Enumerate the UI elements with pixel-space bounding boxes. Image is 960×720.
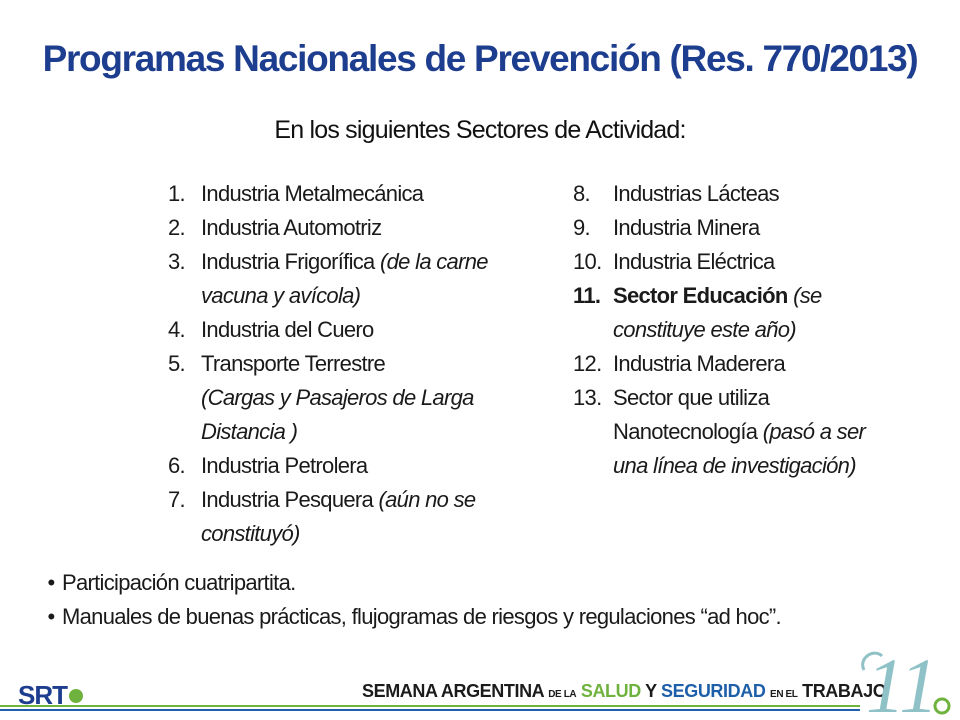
bullet-item	[40, 600, 940, 634]
page-title: Programas Nacionales de Prevención (Res. 770/2013)	[42, 38, 918, 79]
footer-divider-green	[0, 705, 860, 707]
list-item	[573, 245, 893, 279]
footer-banner	[362, 681, 886, 702]
list-item	[168, 483, 498, 551]
item-label: Sector que utiliza Nanotecnología	[613, 385, 770, 444]
item-label: Industria Eléctrica	[613, 249, 775, 274]
list-item	[168, 347, 498, 449]
item-number: 9.	[573, 215, 590, 240]
bullet-icon: •	[47, 570, 55, 595]
item-number: 11.	[573, 283, 601, 308]
left-sector-list	[168, 177, 498, 551]
item-label: Transporte Terrestre	[201, 351, 386, 376]
item-number: 13.	[573, 385, 602, 410]
list-item	[168, 245, 498, 313]
item-number: 1.	[168, 181, 185, 206]
item-number: 10.	[573, 249, 602, 274]
item-label: Industria del Cuero	[201, 317, 374, 342]
right-sector-list	[573, 177, 893, 483]
item-number: 6.	[168, 453, 185, 478]
edition-11-emblem	[858, 640, 958, 720]
list-item	[573, 381, 893, 483]
bullet-icon: •	[47, 604, 55, 629]
item-label: Industria Maderera	[613, 351, 786, 376]
item-label: Industria Pesquera	[201, 487, 374, 512]
bullet-item	[40, 566, 940, 600]
item-number: 12.	[573, 351, 602, 376]
list-item	[168, 177, 498, 211]
banner-word: SEGURIDAD	[661, 681, 766, 701]
item-label: Industria Metalmecánica	[201, 181, 424, 206]
item-label: Industrias Lácteas	[613, 181, 779, 206]
item-note: (aún no se constituyó)	[201, 487, 476, 546]
srt-logo	[18, 680, 83, 711]
item-number: 2.	[168, 215, 185, 240]
logo-mark-icon	[69, 689, 83, 703]
item-label: Industria Minera	[613, 215, 760, 240]
list-item	[573, 347, 893, 381]
item-number: 8.	[573, 181, 590, 206]
item-number: 7.	[168, 487, 185, 512]
footer-divider-blue	[0, 709, 860, 711]
bullet-list	[40, 566, 940, 634]
banner-word: SEMANA ARGENTINA	[362, 681, 544, 701]
item-note: (de la carne vacuna y avícola)	[201, 249, 488, 308]
banner-word: Y	[645, 681, 657, 701]
item-label: Industria Automotriz	[201, 215, 382, 240]
item-number: 5.	[168, 351, 185, 376]
list-item	[573, 211, 893, 245]
item-note: (se constituye este año)	[613, 283, 822, 342]
bullet-text: Participación cuatripartita.	[62, 570, 296, 595]
list-item	[168, 449, 498, 483]
item-note: (Cargas y Pasajeros de Larga Distancia )	[201, 385, 474, 444]
list-item	[168, 313, 498, 347]
banner-word: DE LA	[548, 689, 577, 700]
list-item	[573, 177, 893, 211]
item-number: 3.	[168, 249, 185, 274]
item-label: Industria Frigorífica	[201, 249, 375, 274]
item-label: Industria Petrolera	[201, 453, 368, 478]
banner-word: EN EL	[770, 689, 798, 700]
item-note: (pasó a ser una línea de investigación)	[613, 419, 866, 478]
banner-word: TRABAJO	[802, 681, 887, 701]
logo-text: SRT	[18, 680, 67, 710]
list-item-highlighted	[573, 279, 893, 347]
bullet-text: Manuales de buenas prácticas, flujogramas de riesgos y regulaciones “ad hoc”.	[62, 604, 781, 629]
edition-number: 11	[866, 642, 939, 720]
banner-word: SALUD	[580, 681, 641, 701]
page-subtitle: En los siguientes Sectores de Actividad:	[274, 116, 686, 144]
item-label: Sector Educación	[613, 283, 788, 308]
item-number: 4.	[168, 317, 185, 342]
list-item	[168, 211, 498, 245]
